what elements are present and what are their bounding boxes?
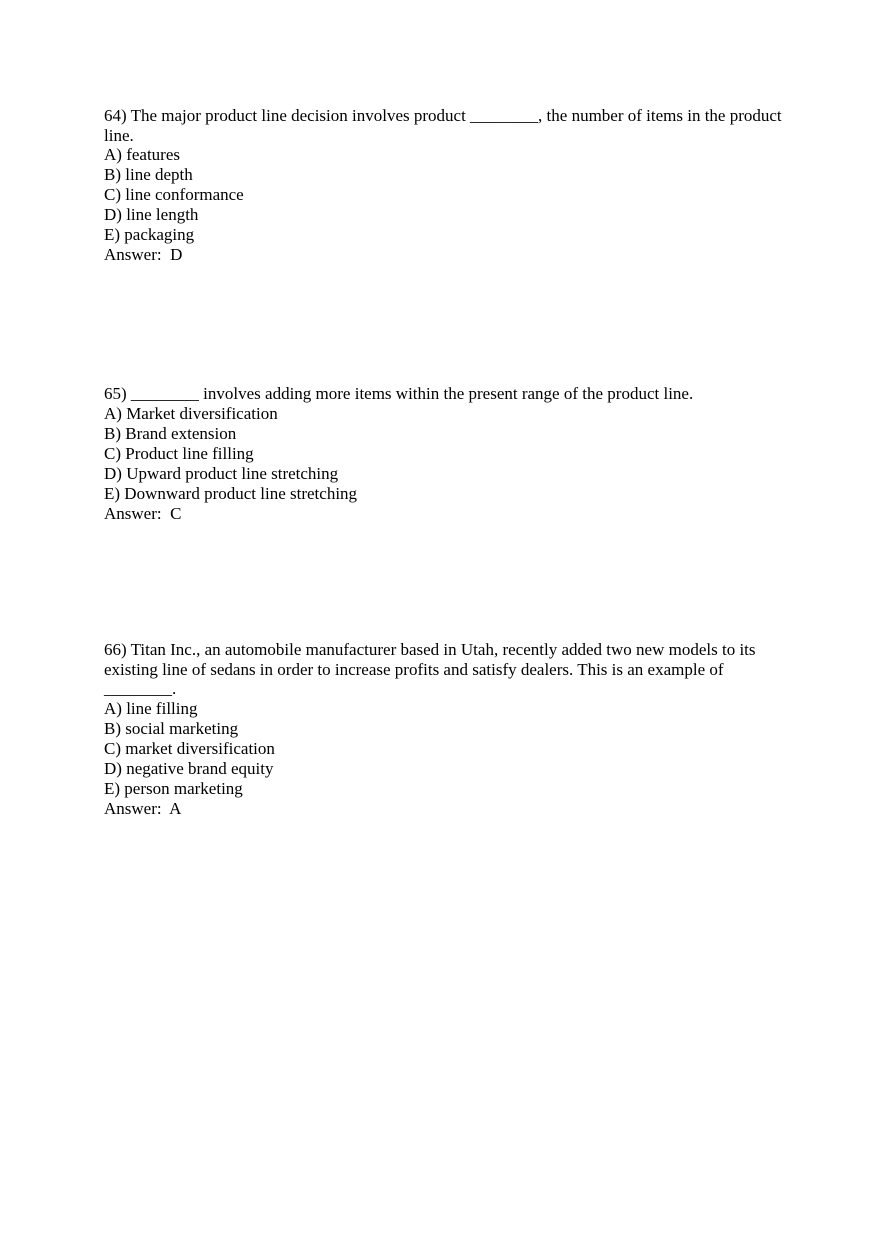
options-list (104, 699, 784, 799)
question-stem: 66) Titan Inc., an automobile manufacturer based in Utah, recently added two new models to its existing line of sedans in order to increase profits and satisfy dealers. This is an example of ________. (104, 640, 756, 698)
options-list (104, 145, 784, 245)
question-66 (104, 640, 784, 819)
option-b: B) line depth (104, 165, 193, 184)
option-c: C) line conformance (104, 185, 244, 204)
question-65 (104, 384, 784, 524)
answer-line: Answer: C (104, 503, 182, 523)
question-64 (104, 106, 784, 265)
options-list (104, 404, 784, 504)
option-a: A) features (104, 145, 180, 164)
option-e: E) person marketing (104, 778, 243, 798)
question-stem: 65) ________ involves adding more items within the present range of the product line. (104, 384, 694, 403)
option-d: D) line length (104, 205, 199, 224)
option-d: D) negative brand equity (104, 758, 274, 778)
option-b: B) social marketing (104, 718, 239, 738)
option-d: D) Upward product line stretching (104, 463, 339, 483)
option-a: A) line filling (104, 698, 198, 718)
option-e: E) packaging (104, 225, 195, 244)
answer-line: Answer: D (104, 245, 183, 264)
question-stem: 64) The major product line decision involves product ________, the number of items in the product line. (104, 106, 782, 145)
option-e: E) Downward product line stretching (104, 483, 358, 503)
answer-line: Answer: A (104, 798, 182, 818)
option-c: C) Product line filling (104, 443, 254, 463)
option-a: A) Market diversification (104, 403, 278, 423)
option-c: C) market diversification (104, 738, 275, 758)
option-b: B) Brand extension (104, 423, 237, 443)
